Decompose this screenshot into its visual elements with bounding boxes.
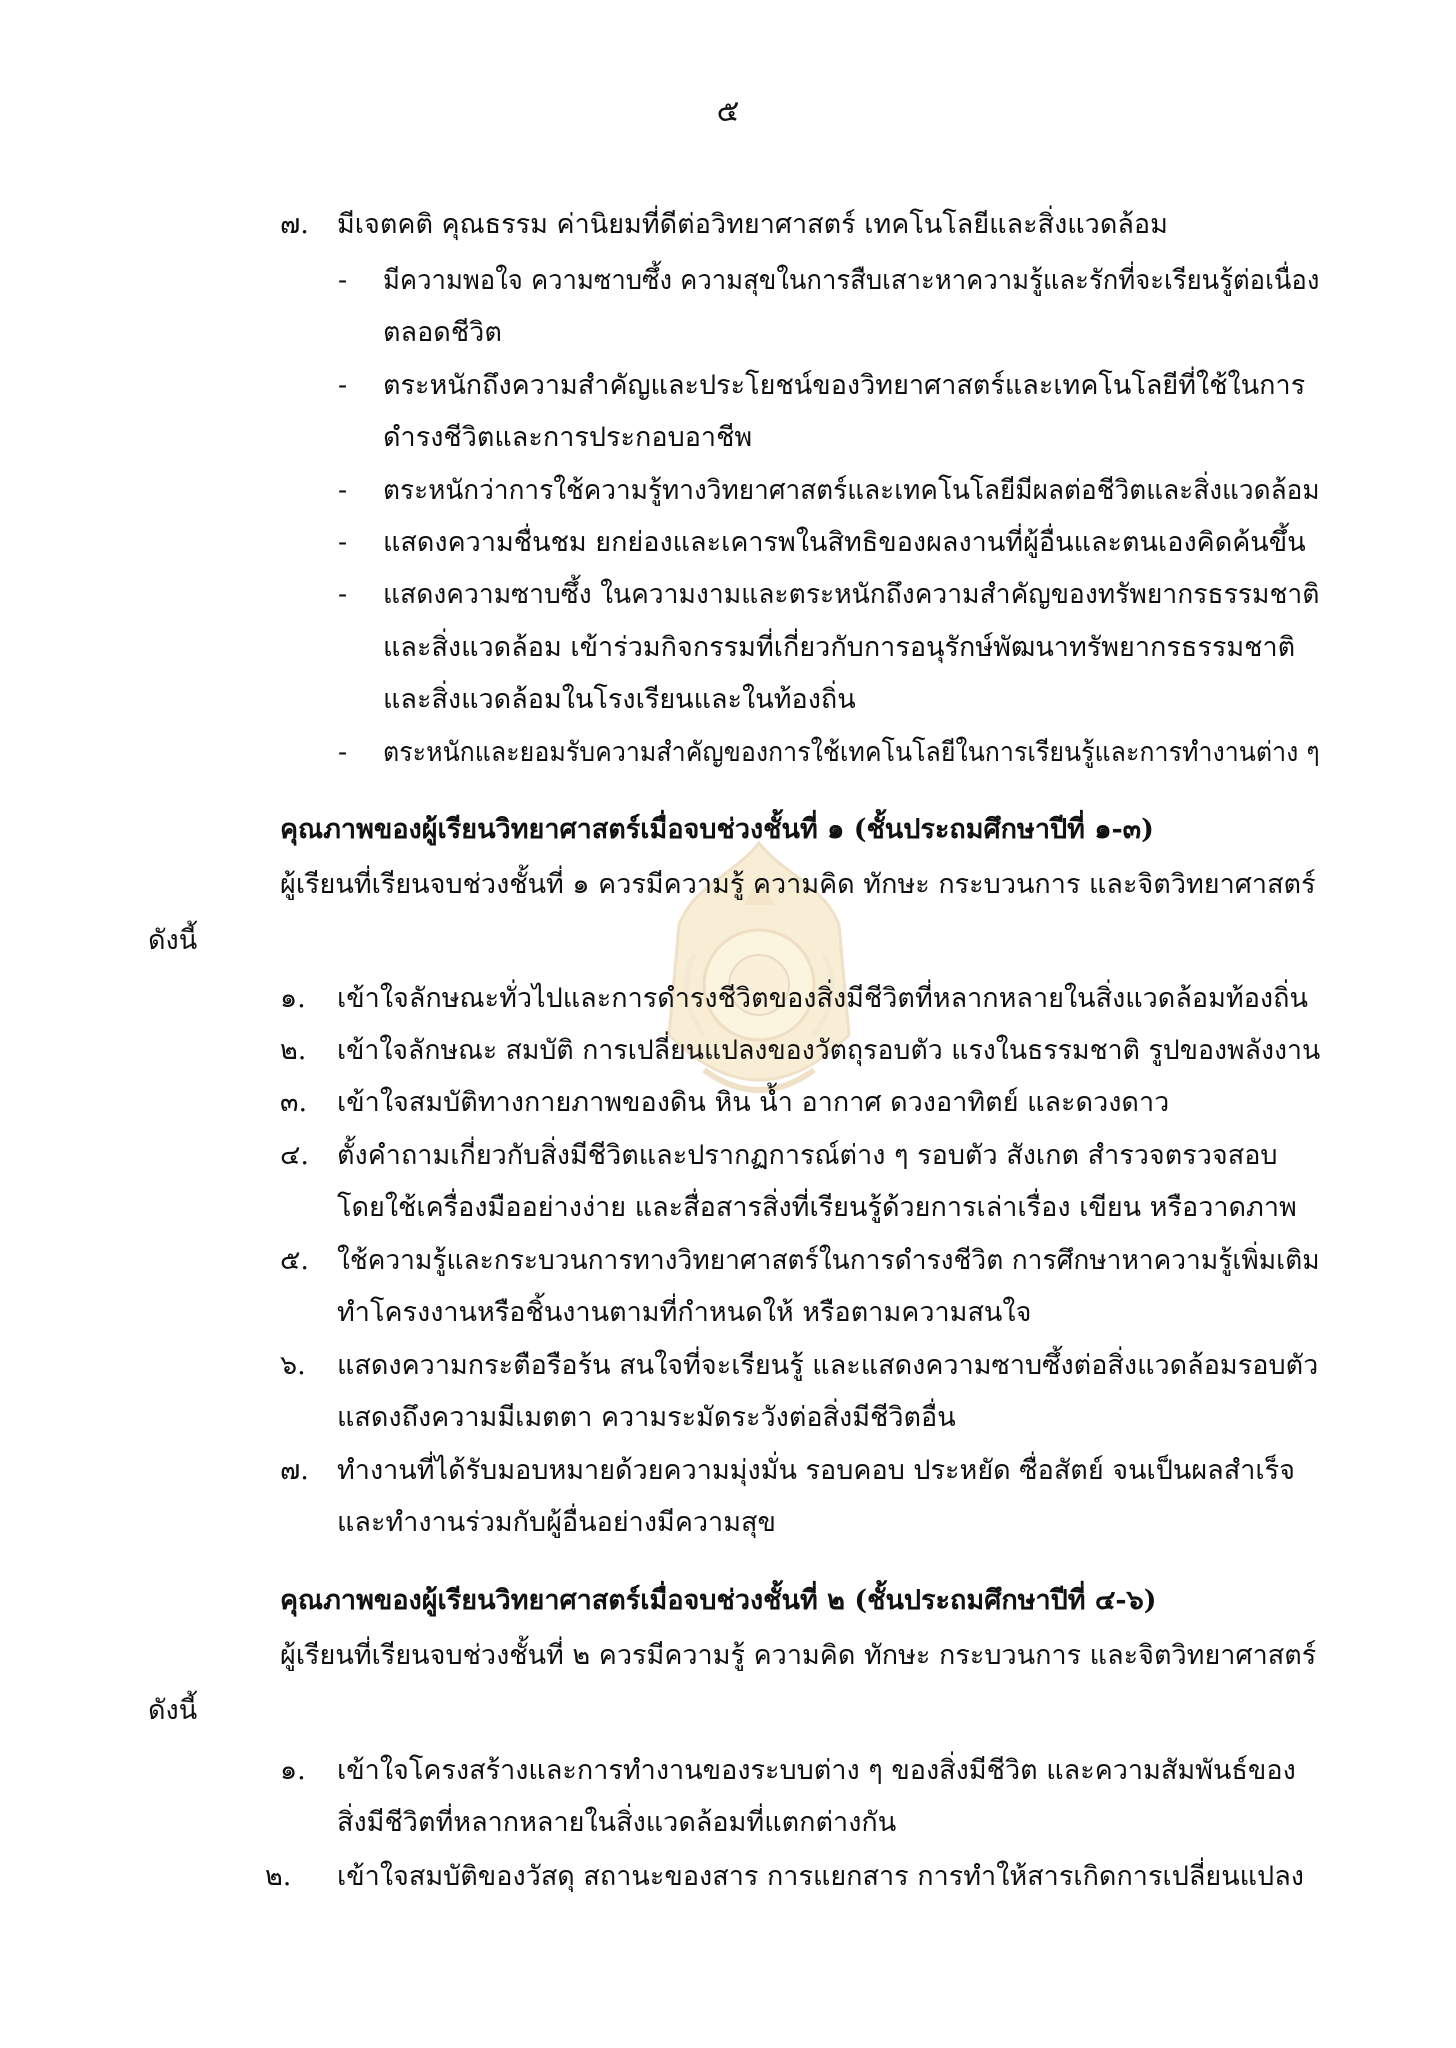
bullet-text: และสิ่งแวดล้อมในโรงเรียนและในท้องถิ่น [383,684,856,715]
bullet-text: แสดงความซาบซึ้ง ในความงามและตระหนักถึงความสำคัญของทรัพยากรธรรมชาติ [383,579,1320,610]
item-text: เข้าใจสมบัติทางกายภาพของดิน หิน น้ำ อากาศ ดวงอาทิตย์ และดวงดาว [337,1087,1170,1118]
intro-continuation: ดังนี้ [148,1695,198,1726]
item-number: ๑. [280,983,306,1014]
item-text: และทำงานร่วมกับผู้อื่นอย่างมีความสุข [337,1507,776,1538]
bullet-text: ตระหนักและยอมรับความสำคัญของการใช้เทคโนโลยีในการเรียนรู้และการทำงานต่าง ๆ [383,737,1320,768]
item-text: ใช้ความรู้และกระบวนการทางวิทยาศาสตร์ในการดำรงชีวิต การศึกษาหาความรู้เพิ่มเติม [337,1245,1320,1276]
item-text: เข้าใจลักษณะ สมบัติ การเปลี่ยนแปลงของวัตถุรอบตัว แรงในธรรมชาติ รูปของพลังงาน [337,1035,1321,1066]
item-text: ทำงานที่ได้รับมอบหมายด้วยความมุ่งมั่น รอบคอบ ประหยัด ซื่อสัตย์ จนเป็นผลสำเร็จ [337,1455,1295,1486]
item-text: โดยใช้เครื่องมืออย่างง่าย และสื่อสารสิ่งที่เรียนรู้ด้วยการเล่าเรื่อง เขียน หรือวาดภาพ [337,1192,1297,1223]
item-number: ๕. [280,1245,310,1276]
section-number: ๗. [280,209,309,240]
intro-continuation: ดังนี้ [148,925,198,956]
section-title: มีเจตคติ คุณธรรม ค่านิยมที่ดีต่อวิทยาศาสตร์ เทคโนโลยีและสิ่งแวดล้อม [337,209,1168,240]
bullet-text: ตระหนักถึงความสำคัญและประโยชน์ของวิทยาศาสตร์และเทคโนโลยีที่ใช้ในการ [383,370,1306,401]
bullet-dash: - [338,475,348,506]
item-number: ๖. [280,1350,306,1381]
intro-text: ผู้เรียนที่เรียนจบช่วงชั้นที่ ๒ ควรมีความรู้ ความคิด ทักษะ กระบวนการ และจิตวิทยาศาสตร์ [280,1640,1317,1671]
item-number: ๒. [280,1035,307,1066]
item-text: สิ่งมีชีวิตที่หลากหลายในสิ่งแวดล้อมที่แตกต่างกัน [337,1807,897,1838]
item-text: ตั้งคำถามเกี่ยวกับสิ่งมีชีวิตและปรากฏการณ์ต่าง ๆ รอบตัว สังเกต สำรวจตรวจสอบ [337,1140,1278,1171]
bullet-text: และสิ่งแวดล้อม เข้าร่วมกิจกรรมที่เกี่ยวกับการอนุรักษ์พัฒนาทรัพยากรธรรมชาติ [383,632,1296,663]
bullet-dash: - [338,370,348,401]
item-number: ๗. [280,1455,309,1486]
bullet-dash: - [338,265,348,296]
bullet-text: มีความพอใจ ความซาบซึ้ง ความสุขในการสืบเสาะหาความรู้และรักที่จะเรียนรู้ต่อเนื่อง [383,265,1320,296]
item-number: ๑. [280,1755,306,1786]
item-number: ๒. [265,1861,292,1892]
item-text: เข้าใจโครงสร้างและการทำงานของระบบต่าง ๆ ของสิ่งมีชีวิต และความสัมพันธ์ของ [337,1755,1296,1786]
section-heading: คุณภาพของผู้เรียนวิทยาศาสตร์เมื่อจบช่วงชั้นที่ ๑ (ชั้นประถมศึกษาปีที่ ๑-๓) [280,814,1154,845]
item-number: ๔. [280,1140,310,1171]
bullet-text: ตระหนักว่าการใช้ความรู้ทางวิทยาศาสตร์และเทคโนโลยีมีผลต่อชีวิตและสิ่งแวดล้อม [383,475,1320,506]
item-text: แสดงความกระตือรือร้น สนใจที่จะเรียนรู้ และแสดงความซาบซึ้งต่อสิ่งแวดล้อมรอบตัว [337,1350,1319,1381]
bullet-text: ตลอดชีวิต [383,317,502,348]
item-text: แสดงถึงความมีเมตตา ความระมัดระวังต่อสิ่งมีชีวิตอื่น [337,1402,956,1433]
bullet-dash: - [338,737,348,768]
bullet-dash: - [338,527,348,558]
item-text: เข้าใจสมบัติของวัสดุ สถานะของสาร การแยกสาร การทำให้สารเกิดการเปลี่ยนแปลง [337,1861,1304,1892]
item-text: ทำโครงงานหรือชิ้นงานตามที่กำหนดให้ หรือตามความสนใจ [337,1297,1032,1328]
bullet-text: แสดงความชื่นชม ยกย่องและเคารพในสิทธิของผลงานที่ผู้อื่นและตนเองคิดค้นขึ้น [383,527,1306,558]
bullet-text: ดำรงชีวิตและการประกอบอาชีพ [383,422,753,453]
item-text: เข้าใจลักษณะทั่วไปและการดำรงชีวิตของสิ่งมีชีวิตที่หลากหลายในสิ่งแวดล้อมท้องถิ่น [337,983,1308,1014]
item-number: ๓. [280,1087,308,1118]
section-heading: คุณภาพของผู้เรียนวิทยาศาสตร์เมื่อจบช่วงชั้นที่ ๒ (ชั้นประถมศึกษาปีที่ ๔-๖) [280,1585,1157,1616]
bullet-dash: - [338,579,348,610]
intro-text: ผู้เรียนที่เรียนจบช่วงชั้นที่ ๑ ควรมีความรู้ ความคิด ทักษะ กระบวนการ และจิตวิทยาศาสตร์ [280,869,1316,900]
page-number: ๕ [716,94,740,129]
